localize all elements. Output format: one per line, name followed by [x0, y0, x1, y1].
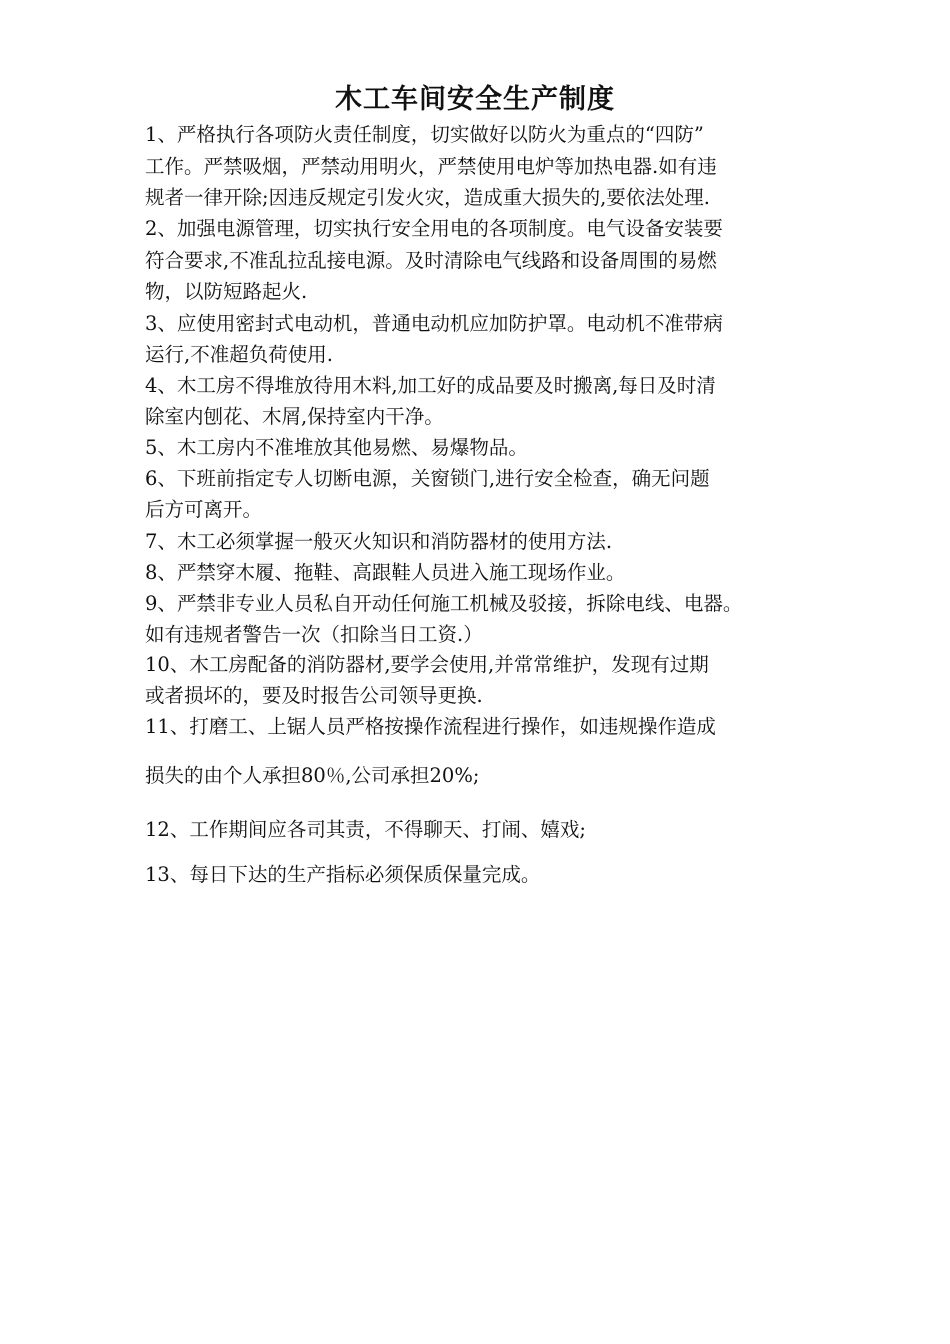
- rule-line: 9、严禁非专业人员私自开动任何施工机械及驳接，拆除电线、电器。: [145, 592, 743, 615]
- rule-line: 8、严禁穿木履、拖鞋、高跟鞋人员进入施工现场作业。: [145, 561, 626, 584]
- rule-line: 6、下班前指定专人切断电源，关窗锁门,进行安全检查，确无问题: [145, 467, 710, 490]
- document-title: 木工车间安全生产制度: [335, 84, 615, 115]
- rule-line: 除室内刨花、木屑,保持室内干净。: [145, 405, 444, 428]
- rule-line: 13、每日下达的生产指标必须保质保量完成。: [145, 863, 541, 886]
- rule-line: 7、木工必须掌握一般灭火知识和消防器材的使用方法.: [145, 530, 613, 553]
- rule-line: 运行,不准超负荷使用.: [145, 343, 333, 366]
- rule-line: 后方可离开。: [145, 498, 263, 521]
- rule-line: 或者损坏的，要及时报告公司领导更换.: [145, 684, 483, 707]
- rule-line: 损失的由个人承担80％,公司承担20%;: [145, 764, 480, 787]
- rule-line: 如有违规者警告一次（扣除当日工资.）: [145, 623, 483, 646]
- rule-line: 5、木工房内不准堆放其他易燃、易爆物品。: [145, 436, 528, 459]
- rule-line: 2、加强电源管理，切实执行安全用电的各项制度。电气设备安装要: [145, 217, 723, 240]
- rule-line: 规者一律开除;因违反规定引发火灾，造成重大损失的,要依法处理.: [145, 186, 710, 209]
- rule-line: 11、打磨工、上锯人员严格按操作流程进行操作，如违规操作造成: [145, 715, 716, 738]
- rule-line: 工作。严禁吸烟，严禁动用明火，严禁使用电炉等加热电器.如有违: [145, 155, 717, 178]
- rule-line: 1、严格执行各项防火责任制度，切实做好以防火为重点的“四防”: [145, 123, 704, 146]
- rule-line: 符合要求,不准乱拉乱接电源。及时清除电气线路和设备周围的易燃: [145, 249, 717, 272]
- rule-line: 4、木工房不得堆放待用木料,加工好的成品要及时搬离,每日及时清: [145, 374, 716, 397]
- rule-line: 10、木工房配备的消防器材,要学会使用,并常常维护，发现有过期: [145, 653, 709, 676]
- rule-line: 3、应使用密封式电动机，普通电动机应加防护罩。电动机不准带病: [145, 312, 723, 335]
- rule-line: 12、工作期间应各司其责，不得聊天、打闹、嬉戏;: [145, 818, 586, 841]
- rule-line: 物，以防短路起火.: [145, 280, 308, 303]
